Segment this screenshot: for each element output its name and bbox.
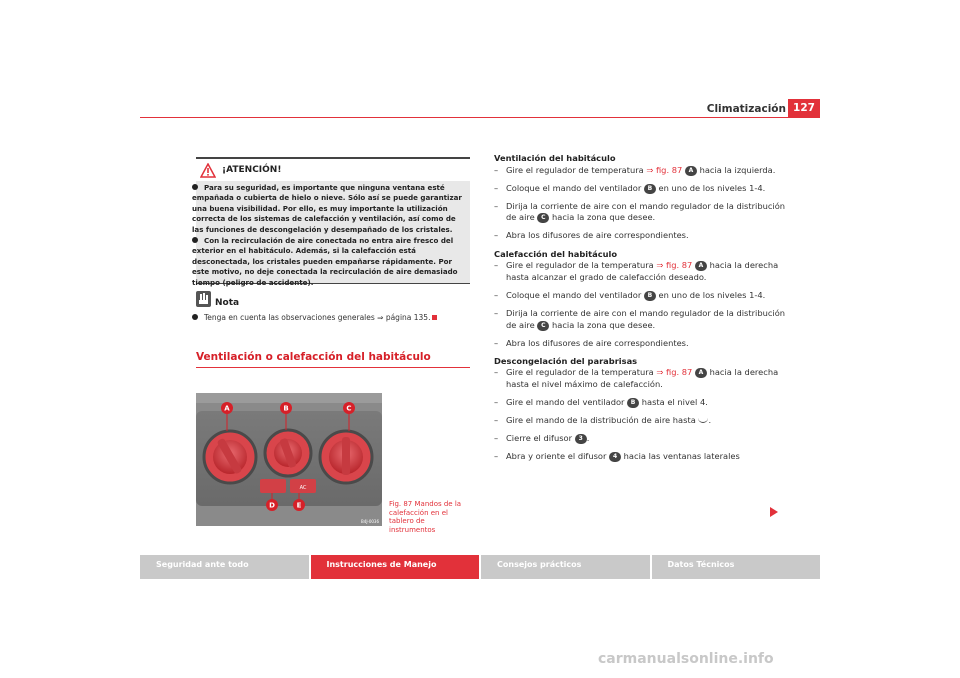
step: – Cierre el difusor 3 . bbox=[494, 433, 794, 445]
step: – Gire el mando del ventilador B hasta el nivel 4. bbox=[494, 397, 794, 409]
figure-label: E bbox=[296, 501, 302, 510]
figure-label: A bbox=[224, 404, 230, 413]
note-title: Nota bbox=[215, 298, 240, 308]
figure-code: B4J-0036 bbox=[361, 519, 379, 524]
warning-header bbox=[196, 159, 470, 181]
end-mark-icon bbox=[432, 315, 437, 320]
instructions-column bbox=[494, 153, 794, 463]
warning-item: Para su seguridad, es importante que ninguna ventana esté empañada o cubierta de hielo o nieve. Sólo así se puede garantizar una buena visibilidad. Por ello, es muy importante la utilización correcta de los sistemas de calefacción y ventilación, así como de las funciones de descongelación y desempañado de los cristales. bbox=[192, 183, 462, 234]
figure-label: D bbox=[269, 501, 275, 510]
warning-box bbox=[192, 157, 470, 287]
step: – Dirija la corriente de aire con el mando regulador de la distribución de aire C hacia la zona que desee. bbox=[494, 308, 794, 331]
label-badge: C bbox=[537, 321, 549, 331]
bullet-icon bbox=[192, 314, 198, 320]
heater-controls-figure bbox=[196, 393, 382, 526]
step: – Abra y oriente el difusor 4 hacia las ventanas laterales bbox=[494, 451, 794, 463]
note-text: Tenga en cuenta las observaciones generales ⇒ página 135. bbox=[192, 313, 437, 322]
bullet-icon bbox=[192, 184, 198, 190]
label-badge: 3 bbox=[575, 434, 587, 444]
step: – Coloque el mando del ventilador B en uno de los niveles 1-4. bbox=[494, 183, 794, 195]
bullet-icon bbox=[192, 237, 198, 243]
step: – Dirija la corriente de aire con el mando regulador de la distribución de aire C hacia la zona que desee. bbox=[494, 201, 794, 224]
note-hand-icon bbox=[196, 291, 211, 307]
section-heading: Ventilación o calefacción del habitáculo bbox=[196, 351, 431, 363]
subheading: Descongelación del parabrisas bbox=[494, 355, 638, 366]
chapter-title: Climatización bbox=[706, 103, 786, 115]
label-badge: A bbox=[695, 261, 707, 271]
figure-label: C bbox=[346, 404, 352, 413]
tab-consejos[interactable]: Consejos prácticos bbox=[481, 555, 650, 579]
footer-nav bbox=[140, 555, 820, 579]
subheading: Ventilación del habitáculo bbox=[494, 153, 616, 163]
warning-item: Con la recirculación de aire conectada no entra aire fresco del exterior en el habitáculo. Además, si la calefacción está desconectada, los cristales pueden empañarse rápidamente. Por este motivo, no deje conectada la recirculación de aire demasiado tiempo (peligro de accidente). bbox=[192, 236, 458, 287]
tab-seguridad[interactable]: Seguridad ante todo bbox=[140, 555, 309, 579]
warning-title: ¡ATENCIÓN! bbox=[222, 165, 282, 175]
header-rule bbox=[140, 117, 820, 118]
label-badge: B bbox=[644, 291, 656, 301]
step: – Abra los difusores de aire correspondientes. bbox=[494, 230, 794, 242]
tab-instrucciones[interactable]: Instrucciones de Manejo bbox=[311, 555, 480, 579]
label-badge: 4 bbox=[609, 452, 621, 462]
step: – Gire el regulador de temperatura ⇒ fig. 87 A hacia la izquierda. bbox=[494, 165, 794, 177]
watermark: carmanualsonline.info bbox=[598, 651, 774, 667]
figure-caption: Fig. 87 Mandos de la calefacción en el tablero de instrumentos bbox=[389, 500, 462, 534]
step: – Gire el regulador de la temperatura ⇒ fig. 87 A hacia la derecha hasta alcanzar el grado de calefacción deseado. bbox=[494, 260, 794, 283]
label-badge: A bbox=[695, 368, 707, 378]
label-badge: A bbox=[685, 166, 697, 176]
tab-datos[interactable]: Datos Técnicos bbox=[652, 555, 821, 579]
label-badge: B bbox=[627, 398, 639, 408]
step: – Gire el mando de la distribución de aire hasta . bbox=[494, 415, 794, 427]
step: – Gire el regulador de la temperatura ⇒ fig. 87 A hacia la derecha hasta el nivel máximo de calefacción. bbox=[494, 367, 794, 390]
label-badge: B bbox=[644, 184, 656, 194]
figure-label: B bbox=[283, 404, 289, 413]
section-rule bbox=[196, 367, 470, 368]
warning-body bbox=[192, 183, 468, 289]
svg-text:AC: AC bbox=[299, 485, 307, 491]
windshield-defrost-icon bbox=[698, 415, 708, 423]
continue-arrow-icon bbox=[770, 507, 778, 517]
page-number: 127 bbox=[788, 99, 820, 117]
recirculation-button bbox=[260, 479, 286, 493]
step: – Abra los difusores de aire correspondientes. bbox=[494, 338, 794, 350]
subheading: Calefacción del habitáculo bbox=[494, 248, 618, 259]
label-badge: C bbox=[537, 213, 549, 223]
warning-triangle-icon bbox=[200, 163, 216, 178]
step: – Coloque el mando del ventilador B en uno de los niveles 1-4. bbox=[494, 290, 794, 302]
